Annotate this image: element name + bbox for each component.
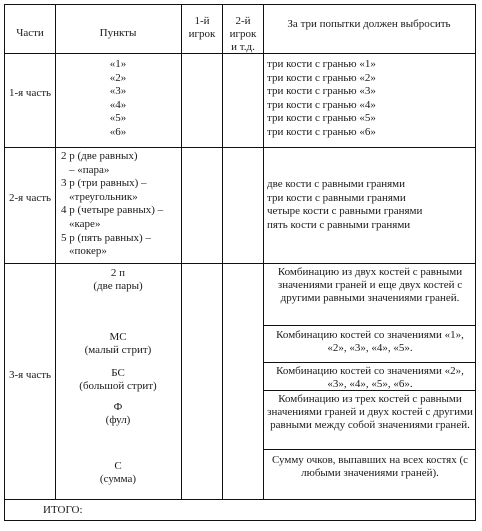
item-6: «6»: [109, 125, 127, 138]
grid-line: [263, 362, 475, 363]
item-name: (сумма): [99, 473, 137, 485]
part-2-label: 2-я часть: [8, 192, 52, 204]
target-line: две кости с равными гранями: [267, 178, 406, 190]
item-line: «покер»: [69, 245, 107, 258]
item-two-pairs: [55, 267, 181, 293]
grid-line: [5, 499, 475, 500]
item-name: (фул): [105, 414, 131, 426]
target-2: три кости с гранью «2»: [267, 71, 376, 84]
part-3-label: 3-я часть: [8, 369, 52, 381]
item-code: БС: [111, 367, 125, 379]
item-line: «треугольник»: [69, 190, 138, 203]
item-name: (малый стрит): [84, 344, 152, 356]
target-3: три кости с гранью «3»: [267, 85, 376, 98]
target-line: три кости с равными гранями: [267, 191, 406, 204]
section-1-targets: [267, 58, 473, 140]
section-1-items: [55, 58, 181, 140]
grid-line: [5, 147, 475, 148]
grid-line: [263, 5, 264, 499]
target-5: три кости с гранью «5»: [267, 112, 376, 125]
section-2-targets: [267, 178, 473, 232]
item-sum: [55, 460, 181, 486]
grid-line: [263, 325, 475, 326]
item-code: МС: [109, 331, 127, 343]
grid-line: [5, 263, 475, 264]
item-large-straight: [55, 367, 181, 393]
score-table: [4, 4, 476, 521]
item-code: 2 п: [110, 267, 126, 279]
item-3: «3»: [109, 85, 127, 98]
item-name: (большой стрит): [79, 380, 157, 392]
item-full-house: [55, 401, 181, 427]
header-player-1: 1-й игрок: [188, 15, 216, 40]
target-sum: Сумму очков, выпавших на всех костях (с любыми значениями граней).: [271, 454, 469, 479]
target-line: пять кости с равными гранями: [267, 218, 411, 231]
target-two-pairs: Комбинацию из двух костей с равными значениями граней и еще двух костей с другими равными значениями граней.: [277, 266, 463, 304]
grid-line: [222, 5, 223, 499]
target-6: три кости с гранью «6»: [267, 125, 376, 138]
item-small-straight: [55, 331, 181, 357]
section-2-items: [61, 150, 181, 259]
header-items: Пункты: [99, 27, 137, 39]
item-4: «4»: [109, 98, 127, 111]
total-label: ИТОГО:: [43, 504, 83, 516]
item-line: 5 р (пять равных) –: [61, 231, 151, 244]
item-line: – «пара»: [69, 163, 110, 176]
header-parts: Части: [16, 27, 44, 39]
item-line: «каре»: [69, 217, 101, 230]
target-small-straight: Комбинацию костей со значениями «1», «2», «3», «4», «5».: [276, 329, 464, 354]
target-line: четыре кости с равными гранями: [267, 205, 423, 218]
item-1: «1»: [109, 58, 127, 70]
target-large-straight: Комбинацию костей со значениями «2», «3», «4», «5», «6».: [276, 365, 464, 390]
header-player-2: 2-й игрок и т.д.: [229, 15, 257, 53]
item-line: 2 р (две равных): [61, 150, 138, 162]
grid-line: [263, 449, 475, 450]
item-code: Ф: [113, 401, 123, 413]
part-1-label: 1-я часть: [8, 87, 52, 99]
target-1: три кости с гранью «1»: [267, 58, 376, 70]
item-line: 3 р (три равных) –: [61, 177, 147, 190]
target-4: три кости с гранью «4»: [267, 98, 376, 111]
item-name: (две пары): [93, 280, 143, 292]
item-2: «2»: [109, 71, 127, 84]
item-line: 4 р (четыре равных) –: [61, 204, 164, 217]
item-code: С: [114, 460, 122, 472]
grid-line: [181, 5, 182, 499]
header-target: За три попытки должен выбросить: [287, 18, 451, 30]
target-full-house: Комбинацию из трех костей с равными значениями граней и двух костей с другими равными между собой значениями граней.: [267, 393, 473, 431]
item-5: «5»: [109, 112, 127, 125]
